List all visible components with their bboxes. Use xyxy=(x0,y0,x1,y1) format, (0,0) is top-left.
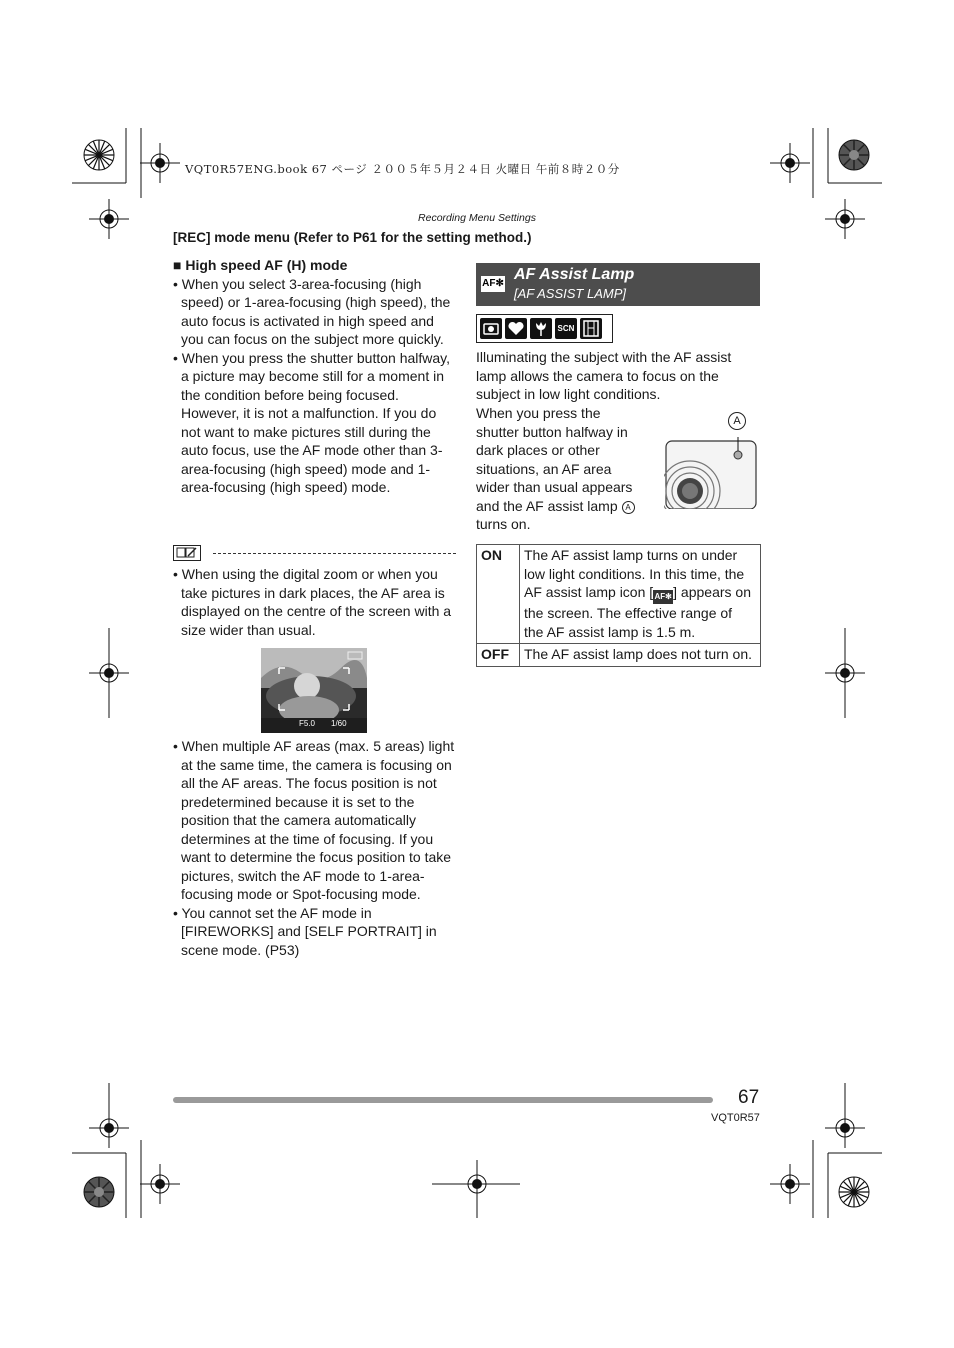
section-subtitle: [AF ASSIST LAMP] xyxy=(514,286,626,301)
option-value-text: ] appears on the screen. The effective range of the AF assist lamp is 1.5 m. xyxy=(524,584,751,640)
bullet-item: • When you select 3-area-focusing (high speed) or 1-area-focusing (high speed), the auto focus is activated in high speed and you can focus on the subject more quickly. xyxy=(173,275,451,347)
left-column-top xyxy=(173,256,458,497)
camera-mode-icon xyxy=(480,318,502,339)
table-row xyxy=(477,644,761,667)
af-assist-inline-icon: AF✻ xyxy=(653,590,673,604)
page-number: 67 xyxy=(738,1087,760,1108)
note-pencil-icon xyxy=(173,545,201,561)
note-text xyxy=(173,565,458,639)
camera-front-illustration xyxy=(664,437,758,509)
option-key: OFF xyxy=(477,644,520,667)
bullet-item: • When multiple AF areas (max. 5 areas) light at the same time, the camera is focusing on all the AF areas. The focus position is not predetermined because it is set to the position that the camera automatically determines at the time of focusing. If you want to determine the focus position to take pictures, switch the AF mode to 1-area-focusing mode or Spot-focusing mode. xyxy=(173,738,455,902)
af-assist-intro: Illuminating the subject with the AF assist lamp allows the camera to focus on the subject in low light conditions. xyxy=(476,349,732,402)
document-code: VQT0R57 xyxy=(711,1112,760,1124)
af-assist-section-bar xyxy=(476,263,760,306)
print-slug: VQT0R57ENG.book 67 ページ ２００５年５月２４日 火曜日 午前８時２０分 xyxy=(185,162,620,176)
section-title: AF Assist Lamp xyxy=(514,266,635,283)
lcd-sample-photo xyxy=(261,648,367,733)
intro-line: turns on. xyxy=(476,516,531,532)
af-assist-icon: AF✻ xyxy=(481,276,505,292)
bullet-item: • You cannot set the AF mode in [FIREWORKS] and [SELF PORTRAIT] in scene mode. (P53) xyxy=(173,904,437,958)
intro-line: situations, an AF area xyxy=(476,460,612,477)
portrait-heart-icon xyxy=(505,318,527,339)
rec-menu-heading: [REC] mode menu (Refer to P61 for the setting method.) xyxy=(173,230,532,245)
intro-line-text: and the AF assist lamp xyxy=(476,497,618,514)
photo-shutter: 1/60 xyxy=(331,719,347,728)
intro-line xyxy=(476,497,661,516)
note-divider xyxy=(213,553,456,554)
note-header xyxy=(173,545,458,563)
bullet-item: • When using the digital zoom or when you take pictures in dark places, the AF area is displayed on the centre of the screen with a size wider than usual. xyxy=(173,566,452,638)
option-value xyxy=(520,545,761,644)
macro-tulip-icon xyxy=(530,318,552,339)
photo-aperture: F5.0 xyxy=(299,719,316,728)
marker-a: A xyxy=(622,501,635,514)
applicable-modes xyxy=(476,314,613,343)
motion-picture-icon xyxy=(580,318,602,339)
option-key: ON xyxy=(477,545,520,644)
bullet-item: • When you press the shutter button halfway, a picture may become still for a moment in the condition before being focused. However, it is not a malfunction. If you do not want to make pictures still during the auto focus, use the AF mode other than 3-area-focusing (high speed) mode and 1-area-focusing (high speed) mode. xyxy=(173,349,451,495)
intro-line: dark places or other xyxy=(476,442,600,458)
intro-line: wider than usual appears xyxy=(476,479,633,495)
scn-icon: SCN xyxy=(555,318,577,339)
high-speed-af-heading: ■ High speed AF (H) mode xyxy=(173,257,348,273)
marker-a-callout: A xyxy=(728,412,746,430)
footer-rule xyxy=(173,1097,713,1103)
left-column-bottom xyxy=(173,737,458,959)
table-row xyxy=(477,545,761,644)
option-value-text: The AF assist lamp turns on under low light conditions. In this time, the AF assist lamp icon [ xyxy=(524,547,745,600)
af-assist-options-table xyxy=(476,544,761,667)
intro-line: shutter button halfway in xyxy=(476,423,628,440)
af-assist-intro-2 xyxy=(476,404,661,534)
option-value: The AF assist lamp does not turn on. xyxy=(520,644,761,667)
running-head: Recording Menu Settings xyxy=(418,212,536,224)
intro-line: When you press the xyxy=(476,405,601,421)
